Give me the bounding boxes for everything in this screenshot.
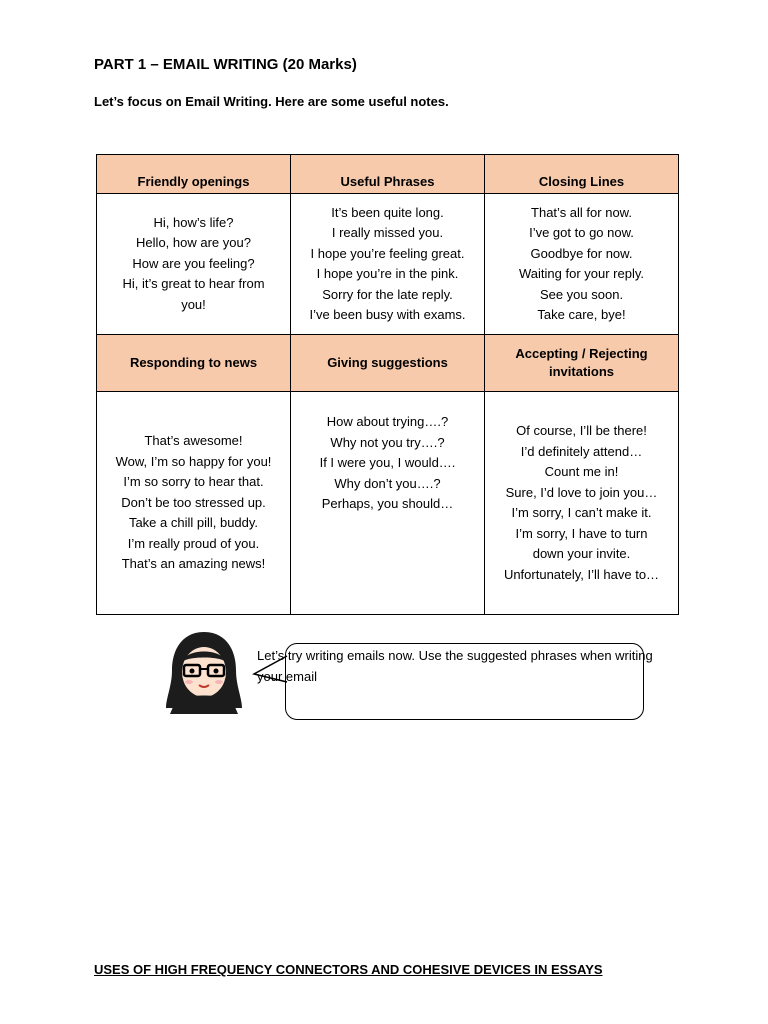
phrase: Unfortunately, I’ll have to… bbox=[503, 566, 660, 582]
phrase: I hope you’re feeling great. bbox=[310, 245, 465, 261]
section-heading-connectors: USES OF HIGH FREQUENCY CONNECTORS AND COHESIVE DEVICES IN ESSAYS bbox=[94, 962, 603, 977]
phrase: Don’t be too stressed up. bbox=[121, 494, 266, 510]
cell-useful-phrases bbox=[291, 194, 485, 335]
phrase: I’m sorry, I have to turn bbox=[515, 525, 648, 541]
phrase: I really missed you. bbox=[331, 225, 444, 240]
phrase: I’d definitely attend… bbox=[520, 443, 643, 459]
header-accepting-rejecting: Accepting / Rejecting invitations bbox=[485, 335, 679, 392]
phrase: That’s all for now. bbox=[531, 204, 632, 220]
phrase: I’m sorry, I can’t make it. bbox=[511, 505, 652, 520]
phrase: Hello, how are you? bbox=[136, 235, 251, 251]
phrase: Goodbye for now. bbox=[530, 245, 633, 261]
cell-accepting-rejecting bbox=[485, 392, 679, 615]
cell-closing-lines bbox=[485, 194, 679, 335]
phrase: Sorry for the late reply. bbox=[322, 286, 453, 302]
phrase: Count me in! bbox=[544, 464, 619, 479]
phrase: I’m really proud of you. bbox=[127, 535, 260, 551]
header-closing-lines: Closing Lines bbox=[485, 155, 679, 194]
phrase: Sure, I’d love to join you… bbox=[505, 484, 658, 500]
phrase: That’s awesome! bbox=[144, 433, 243, 449]
header-row-1 bbox=[97, 155, 679, 194]
phrase: Take a chill pill, buddy. bbox=[128, 515, 259, 531]
speech-bubble-text: Let’s try writing emails now. Use the suggested phrases when writing your email bbox=[257, 648, 653, 684]
header-useful-phrases: Useful Phrases bbox=[291, 155, 485, 194]
phrase: That’s an amazing news! bbox=[121, 556, 266, 572]
phrase: See you soon. bbox=[539, 286, 624, 302]
cell-responding-to-news bbox=[97, 392, 291, 615]
phrases-table bbox=[96, 154, 679, 615]
phrase: I hope you’re in the pink. bbox=[316, 266, 459, 281]
body-row-1 bbox=[97, 194, 679, 335]
phrase: Why don’t you….? bbox=[334, 475, 441, 491]
header-friendly-openings: Friendly openings bbox=[97, 155, 291, 194]
cell-giving-suggestions bbox=[291, 392, 485, 615]
page-heading: PART 1 – EMAIL WRITING (20 Marks) bbox=[94, 56, 357, 73]
intro-text: Let’s focus on Email Writing. Here are some useful notes. bbox=[94, 94, 449, 109]
header-giving-suggestions: Giving suggestions bbox=[291, 335, 485, 392]
phrase: Hi, how’s life? bbox=[153, 214, 234, 230]
phrase: How about trying….? bbox=[326, 414, 449, 429]
phrase: Of course, I’ll be there! bbox=[516, 423, 647, 438]
phrase: you! bbox=[181, 296, 206, 312]
phrase: Wow, I’m so happy for you! bbox=[115, 453, 272, 469]
cell-friendly-openings bbox=[97, 194, 291, 335]
phrase: It’s been quite long. bbox=[331, 204, 444, 220]
phrase: Take care, bye! bbox=[537, 307, 626, 322]
phrase: Why not you try….? bbox=[330, 434, 445, 450]
phrase: down your invite. bbox=[532, 546, 631, 561]
header-responding-to-news: Responding to news bbox=[97, 335, 291, 392]
phrase: I’m so sorry to hear that. bbox=[123, 474, 264, 490]
phrase: Hi, it’s great to hear from bbox=[122, 276, 265, 292]
phrase: How are you feeling? bbox=[132, 255, 255, 271]
phrase: I’ve got to go now. bbox=[529, 225, 634, 240]
phrase: I’ve been busy with exams. bbox=[309, 307, 466, 322]
phrase: Perhaps, you should… bbox=[321, 496, 454, 511]
phrase: If I were you, I would…. bbox=[319, 455, 456, 470]
body-row-2 bbox=[97, 392, 679, 615]
header-row-2 bbox=[97, 335, 679, 392]
hijab-girl-avatar-icon bbox=[164, 628, 244, 714]
phrase: Waiting for your reply. bbox=[519, 266, 644, 281]
